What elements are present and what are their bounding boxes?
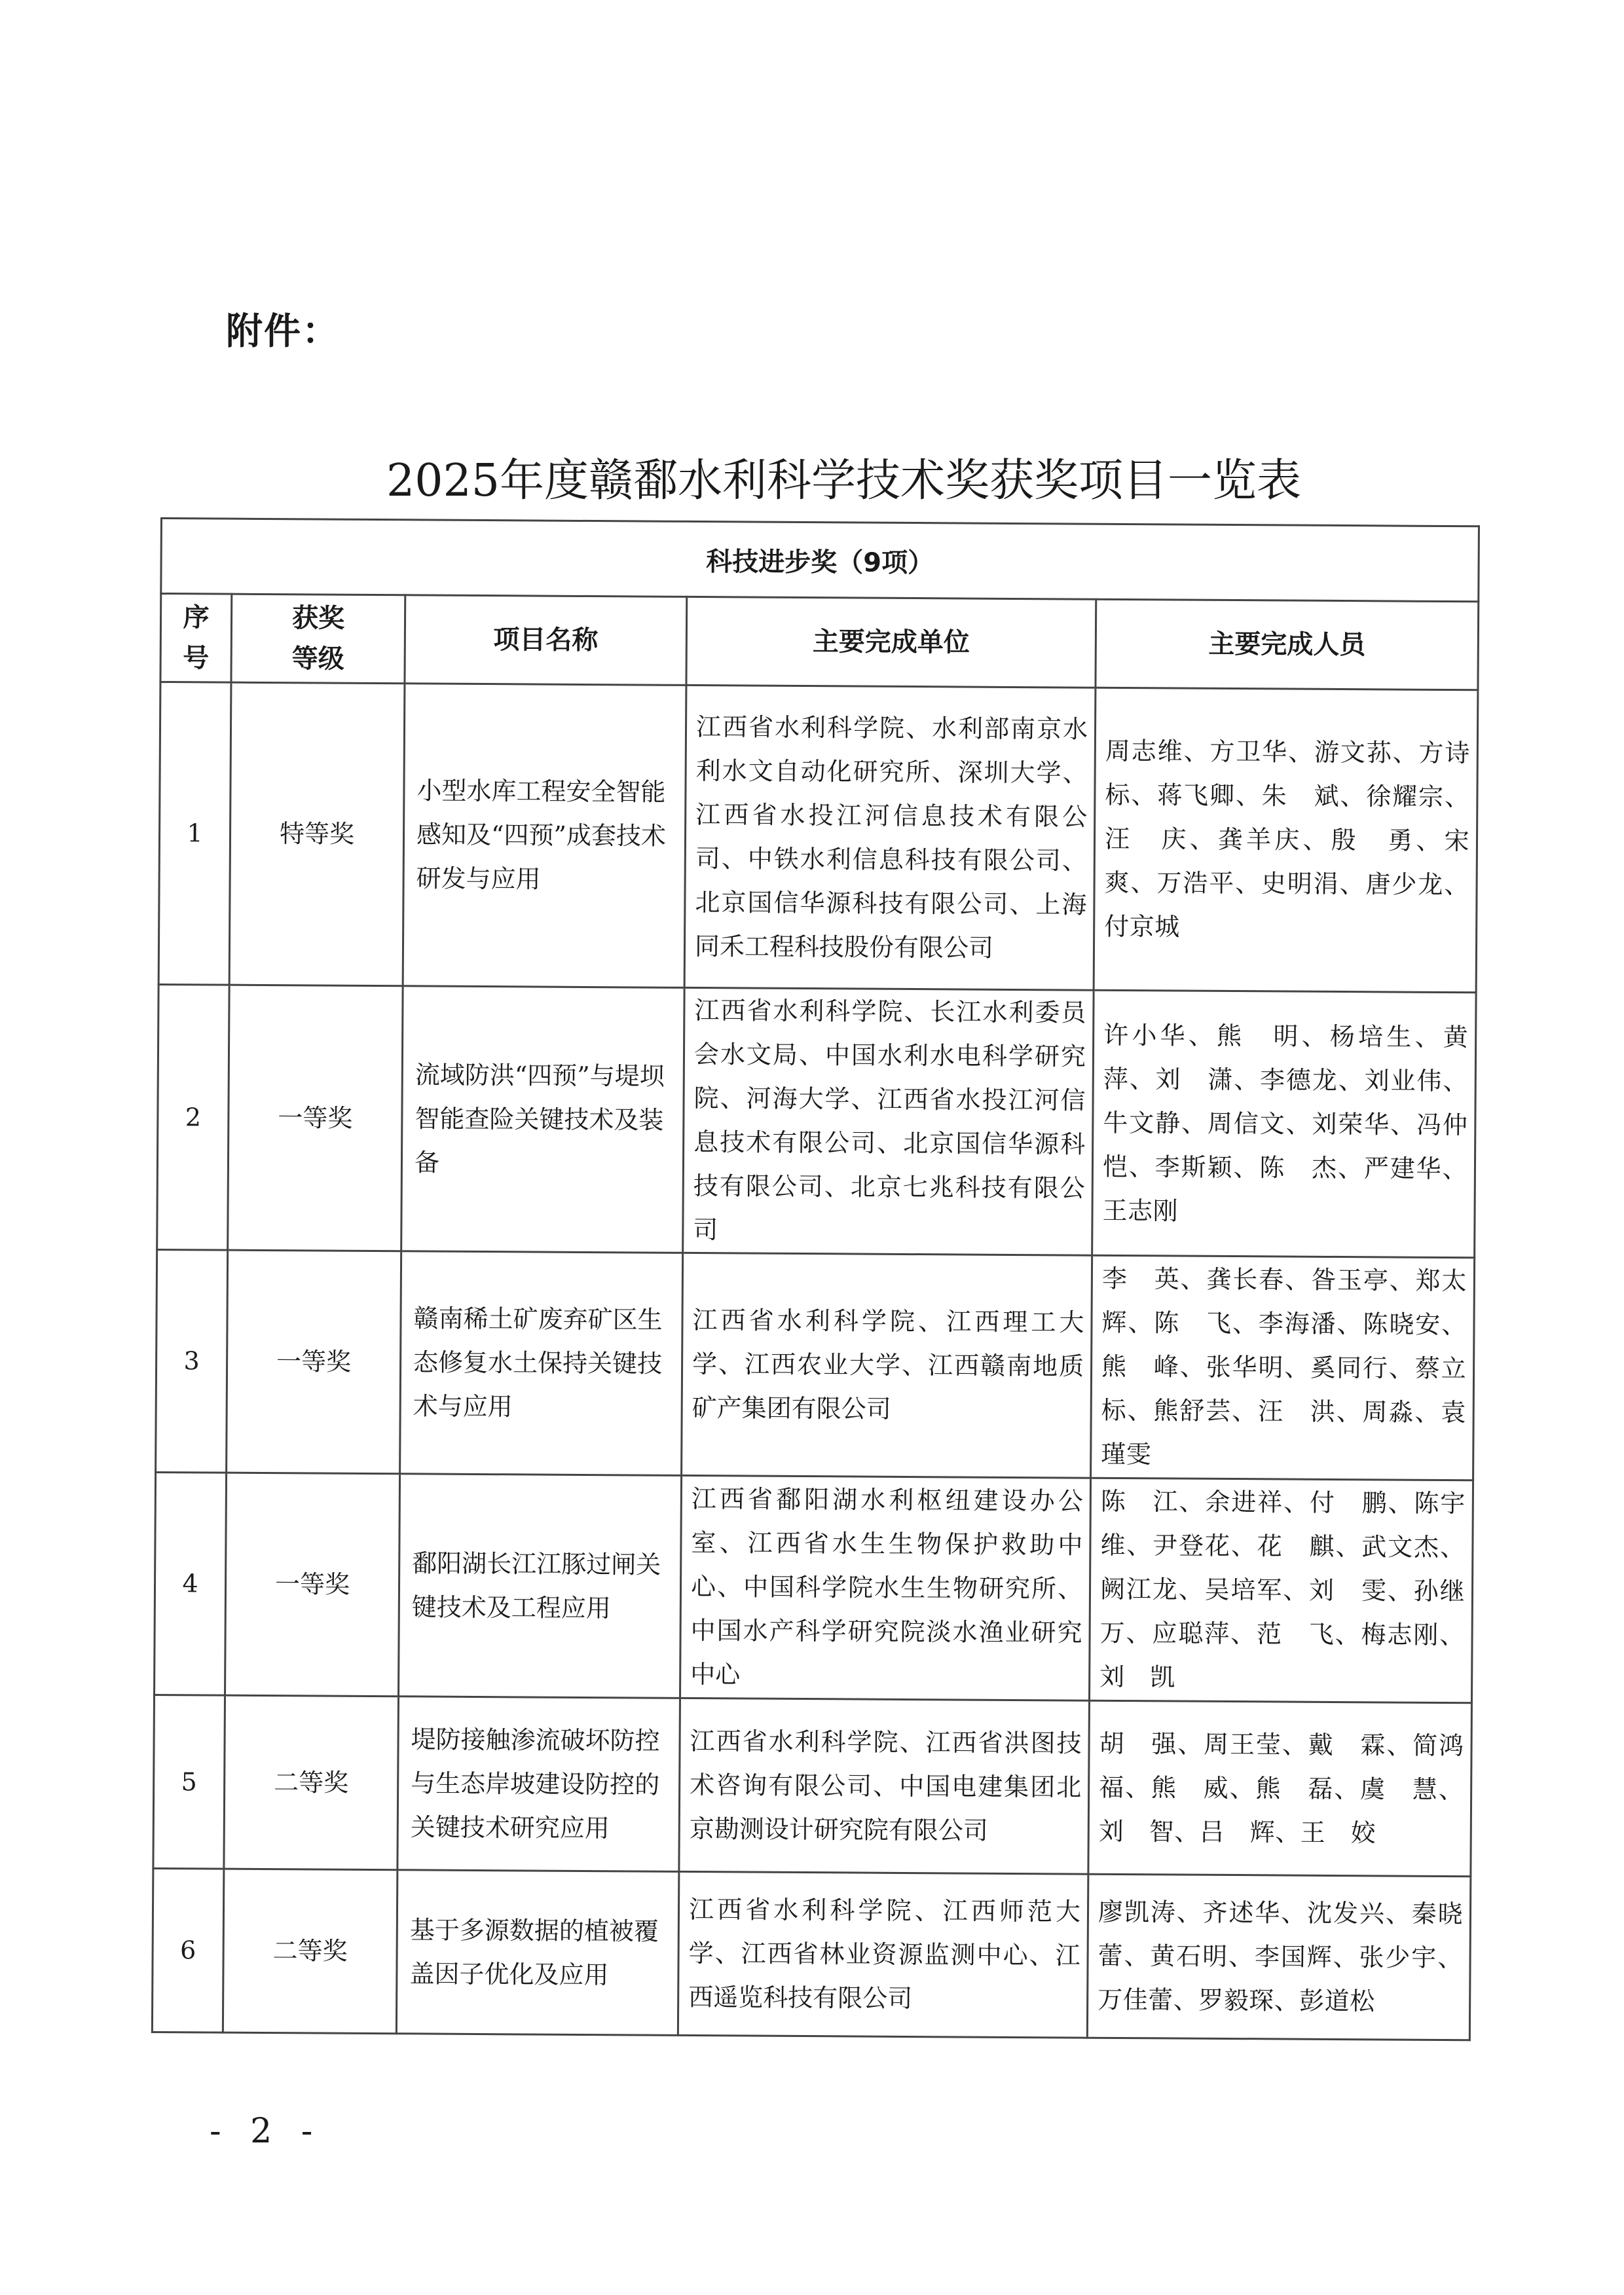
- page-number: - 2 -: [210, 2112, 322, 2151]
- row-award-level: 一等奖: [227, 1250, 401, 1474]
- row-project-name: 基于多源数据的植被覆盖因子优化及应用: [396, 1870, 679, 2036]
- row-personnel: 许小华、熊 明、杨培生、黄萍、刘 潇、李德龙、刘业伟、牛文静、周信文、刘荣华、冯仲恺、李斯颖、陈 杰、严建华、王志刚: [1092, 990, 1477, 1258]
- row-no: 1: [158, 682, 231, 985]
- column-header-no-line2: 号: [183, 643, 210, 674]
- column-header-level: [231, 594, 405, 684]
- row-project-name: 流域防洪“四预”与堤坝智能查险关键技术及装备: [401, 986, 684, 1253]
- column-header-people: 主要完成人员: [1096, 599, 1479, 690]
- row-award-level: 一等奖: [228, 985, 403, 1251]
- column-header-no: [160, 594, 232, 683]
- row-award-level: 一等奖: [225, 1473, 400, 1697]
- row-project-name: 鄱阳湖长江江豚过闸关键技术及工程应用: [399, 1474, 682, 1698]
- row-personnel: 李 英、龚长春、昝玉亭、郑太辉、陈 飞、李海潘、陈晓安、熊 峰、张华明、奚同行、蔡立标、熊舒芸、汪 洪、周淼、袁瑾雯: [1091, 1255, 1475, 1480]
- row-organizations: 江西省水利科学院、江西省洪图技术咨询有限公司、中国电建集团北京勘测设计研究院有限公司: [679, 1698, 1090, 1874]
- column-header-row: [160, 594, 1479, 690]
- row-personnel: 陈 江、余进祥、付 鹏、陈宇维、尹登花、花 麒、武文杰、阙江龙、吴培军、刘 雯、孙继万、应聪萍、范 飞、梅志刚、刘 凯: [1089, 1478, 1473, 1703]
- row-no: 5: [153, 1695, 225, 1869]
- table-row: [157, 984, 1476, 1257]
- column-header-org: 主要完成单位: [686, 597, 1096, 688]
- attachment-label: 附件：: [226, 310, 340, 353]
- column-header-level-line1: 获奖: [291, 603, 345, 634]
- table-row: [156, 1249, 1475, 1480]
- section-header-row: [161, 519, 1479, 602]
- row-project-name: 赣南稀土矿废弃矿区生态修复水土保持关键技术与应用: [400, 1251, 683, 1476]
- row-project-name: 堤防接触渗流破坏防控与生态岸坡建设防控的关键技术研究应用: [397, 1697, 680, 1872]
- column-header-name: 项目名称: [405, 595, 687, 686]
- table-row: [152, 1868, 1471, 2040]
- row-personnel: 周志维、方卫华、游文荪、方诗标、蒋飞卿、朱 斌、徐耀宗、汪 庆、龚羊庆、殷 勇、宋 爽、万浩平、史明涓、唐少龙、付京城: [1094, 688, 1478, 993]
- row-project-name: 小型水库工程安全智能感知及“四预”成套技术研发与应用: [403, 684, 686, 988]
- row-award-level: 特等奖: [229, 682, 405, 986]
- row-no: 3: [156, 1249, 228, 1473]
- row-no: 6: [152, 1868, 224, 2032]
- row-award-level: 二等奖: [223, 1869, 397, 2034]
- row-no: 2: [157, 984, 229, 1250]
- row-organizations: 江西省水利科学院、江西理工大学、江西农业大学、江西赣南地质矿产集团有限公司: [682, 1253, 1092, 1478]
- table-row: [155, 1472, 1473, 1702]
- row-award-level: 二等奖: [224, 1695, 399, 1870]
- section-title: 科技进步奖（9项）: [161, 519, 1479, 602]
- table-row: [158, 682, 1478, 993]
- award-table: [151, 517, 1495, 2041]
- row-organizations: 江西省水利科学院、长江水利委员会水文局、中国水利水电科学研究院、河海大学、江西省水投江河信息技术有限公司、北京国信华源科技有限公司、北京七兆科技有限公司: [683, 987, 1094, 1255]
- row-organizations: 江西省水利科学院、水利部南京水利水文自动化研究所、深圳大学、江西省水投江河信息技术有限公司、中铁水利信息科技有限公司、北京国信华源科技有限公司、上海同禾工程科技股份有限公司: [684, 685, 1096, 990]
- row-personnel: 廖凯涛、齐述华、沈发兴、秦晓蕾、黄石明、李国辉、张少宇、万佳蕾、罗毅琛、彭道松: [1087, 1874, 1471, 2040]
- column-header-level-line2: 等级: [291, 644, 344, 674]
- table-row: [153, 1695, 1472, 1876]
- document-title: 2025年度赣鄱水利科学技术奖获奖项目一览表: [386, 455, 1302, 507]
- row-personnel: 胡 强、周王莹、戴 霖、简鸿福、熊 威、熊 磊、虞 慧、刘 智、吕 辉、王 姣: [1088, 1700, 1472, 1877]
- column-header-no-line1: 序: [183, 602, 210, 633]
- row-organizations: 江西省水利科学院、江西师范大学、江西省林业资源监测中心、江西遥览科技有限公司: [678, 1871, 1088, 2038]
- row-no: 4: [155, 1472, 227, 1695]
- row-organizations: 江西省鄱阳湖水利枢纽建设办公室、江西省水生生物保护救助中心、中国科学院水生生物研究所、中国水产科学研究院淡水渔业研究中心: [680, 1475, 1090, 1700]
